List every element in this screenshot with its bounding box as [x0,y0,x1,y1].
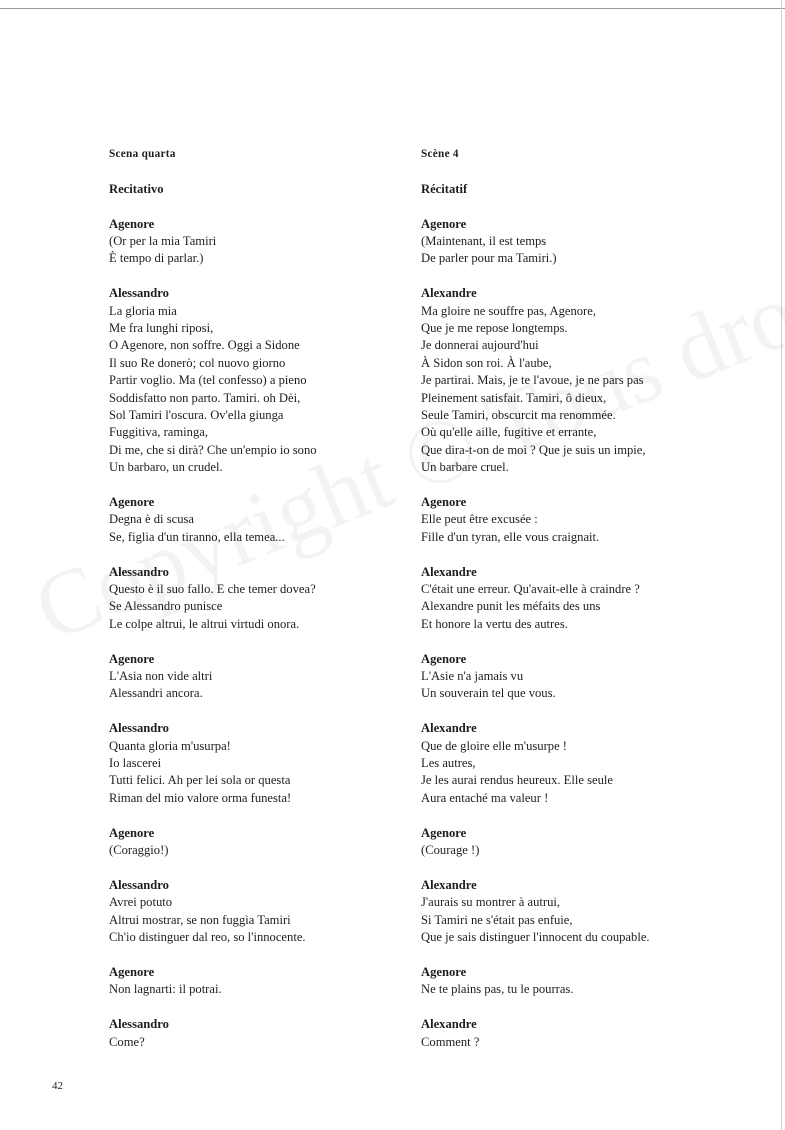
verse-line: Questo è il suo fallo. E che temer dovea? [109,582,316,597]
verse-line: Les autres, [421,756,476,771]
verse-line: Avrei potuto [109,895,173,910]
verse-line: Se Alessandro punisce [109,599,223,614]
speaker-name: Alessandro [109,286,169,301]
french-column [421,146,751,1068]
verse-line: Que je me repose longtemps. [421,320,568,335]
speaker-name: Agenore [109,825,155,840]
dialogue-block [421,877,751,947]
italian-column [109,146,399,1068]
verse-line: Altrui mostrar, se non fuggìa Tamiri [109,912,291,927]
speaker-name: Agenore [421,495,467,510]
verse-line: Où qu'elle aille, fugitive et errante, [421,425,597,440]
speaker-name: Alexandre [421,564,477,579]
verse-line: Come? [109,1034,145,1049]
verse-line: Je les aurai rendus heureux. Elle seule [421,773,613,788]
speaker-name: Agenore [421,825,467,840]
speaker-name: Alessandro [109,877,169,892]
dialogue-block [109,494,399,546]
verse-line: C'était une erreur. Qu'avait-elle à craindre ? [421,582,640,597]
section-heading [421,181,751,198]
page-right-border [781,0,782,1130]
verse-line: Tutti felici. Ah per lei sola or questa [109,773,291,788]
page-number: 42 [52,1080,63,1092]
verse-line: Ma gloire ne souffre pas, Agenore, [421,303,596,318]
dialogue-block [421,720,751,807]
dialogue-blocks [421,216,751,1051]
dialogue-blocks [109,216,399,1051]
dialogue-block [109,825,399,860]
dialogue-block [109,216,399,268]
verse-line: Si Tamiri ne s'était pas enfuie, [421,912,573,927]
verse-line: (Maintenant, il est temps [421,233,547,248]
scene-heading [109,146,399,163]
dialogue-block [421,1016,751,1051]
verse-line: Alexandre punit les méfaits des uns [421,599,601,614]
speaker-name: Agenore [421,651,467,666]
verse-line: De parler pour ma Tamiri.) [421,251,557,266]
scene-heading-text: Scena quarta [109,148,176,160]
verse-line: O Agenore, non soffre. Oggi a Sidone [109,338,300,353]
verse-line: (Coraggio!) [109,843,169,858]
verse-line: Se, figlia d'un tiranno, ella temea... [109,529,285,544]
verse-line: Me fra lunghi riposi, [109,320,214,335]
verse-line: Fille d'un tyran, elle vous craignait. [421,529,600,544]
verse-line: À Sidon son roi. À l'aube, [421,355,552,370]
verse-line: Non lagnarti: il potrai. [109,982,222,997]
dialogue-block [421,564,751,634]
verse-line: Seule Tamiri, obscurcit ma renommée. [421,408,616,423]
speaker-name: Agenore [109,216,155,231]
verse-line: Io lascerei [109,756,162,771]
dialogue-block [109,1016,399,1051]
verse-line: Je partirai. Mais, je te l'avoue, je ne pars pas [421,373,644,388]
speaker-name: Alexandre [421,1017,477,1032]
dialogue-block [421,964,751,999]
speaker-name: Agenore [421,216,467,231]
speaker-name: Agenore [109,495,155,510]
speaker-name: Alexandre [421,286,477,301]
verse-line: Di me, che si dirà? Che un'empio io sono [109,442,317,457]
verse-line: Soddisfatto non parto. Tamiri. oh Dèi, [109,390,301,405]
verse-line: Je donnerai aujourd'hui [421,338,539,353]
speaker-name: Alexandre [421,721,477,736]
verse-line: È tempo di parlar.) [109,251,204,266]
verse-line: Sol Tamiri l'oscura. Ov'ella giunga [109,408,284,423]
dialogue-block [109,285,399,476]
verse-line: L'Asia non vide altri [109,669,213,684]
dialogue-block [421,651,751,703]
verse-line: Degna è di scusa [109,512,194,527]
verse-line: Que dira-t-on de moi ? Que je suis un impie, [421,442,646,457]
verse-line: Riman del mio valore orma funesta! [109,790,292,805]
verse-line: Comment ? [421,1034,480,1049]
verse-line: Aura entaché ma valeur ! [421,790,549,805]
dialogue-block [109,964,399,999]
verse-line: Fuggitiva, raminga, [109,425,208,440]
speaker-name: Alessandro [109,1017,169,1032]
verse-line: Quanta gloria m'usurpa! [109,738,231,753]
verse-line: Elle peut être excusée : [421,512,538,527]
speaker-name: Agenore [421,964,467,979]
scene-heading [421,146,751,163]
verse-line: Ch'io distinguer dal reo, so l'innocente. [109,930,306,945]
verse-line: Un barbare cruel. [421,460,509,475]
section-heading-text: Recitativo [109,181,164,196]
verse-line: Et honore la vertu des autres. [421,616,568,631]
verse-line: Un barbaro, un crudel. [109,460,223,475]
verse-line: Que de gloire elle m'usurpe ! [421,738,567,753]
section-heading-text: Récitatif [421,181,468,196]
section-heading [109,181,399,198]
verse-line: Partir voglio. Ma (tel confesso) a pieno [109,373,307,388]
dialogue-block [109,564,399,634]
dialogue-block [109,651,399,703]
speaker-name: Alessandro [109,564,169,579]
dialogue-block [109,720,399,807]
verse-line: Pleinement satisfait. Tamiri, ô dieux, [421,390,607,405]
verse-line: Un souverain tel que vous. [421,686,556,701]
page-top-border [0,8,785,9]
scene-heading-text: Scène 4 [421,148,459,160]
dialogue-block [421,285,751,476]
verse-line: (Or per la mia Tamiri [109,233,217,248]
verse-line: Que je sais distinguer l'innocent du coupable. [421,930,650,945]
verse-line: L'Asie n'a jamais vu [421,669,524,684]
verse-line: Alessandri ancora. [109,686,203,701]
dialogue-block [421,494,751,546]
speaker-name: Agenore [109,964,155,979]
verse-line: (Courage !) [421,843,480,858]
speaker-name: Agenore [109,651,155,666]
speaker-name: Alessandro [109,721,169,736]
verse-line: Le colpe altrui, le altrui virtudi onora. [109,616,300,631]
dialogue-block [421,216,751,268]
speaker-name: Alexandre [421,877,477,892]
dialogue-block [109,877,399,947]
dialogue-block [421,825,751,860]
verse-line: Il suo Re donerò; col nuovo giorno [109,355,286,370]
verse-line: Ne te plains pas, tu le pourras. [421,982,574,997]
verse-line: La gloria mia [109,303,177,318]
verse-line: J'aurais su montrer à autrui, [421,895,561,910]
